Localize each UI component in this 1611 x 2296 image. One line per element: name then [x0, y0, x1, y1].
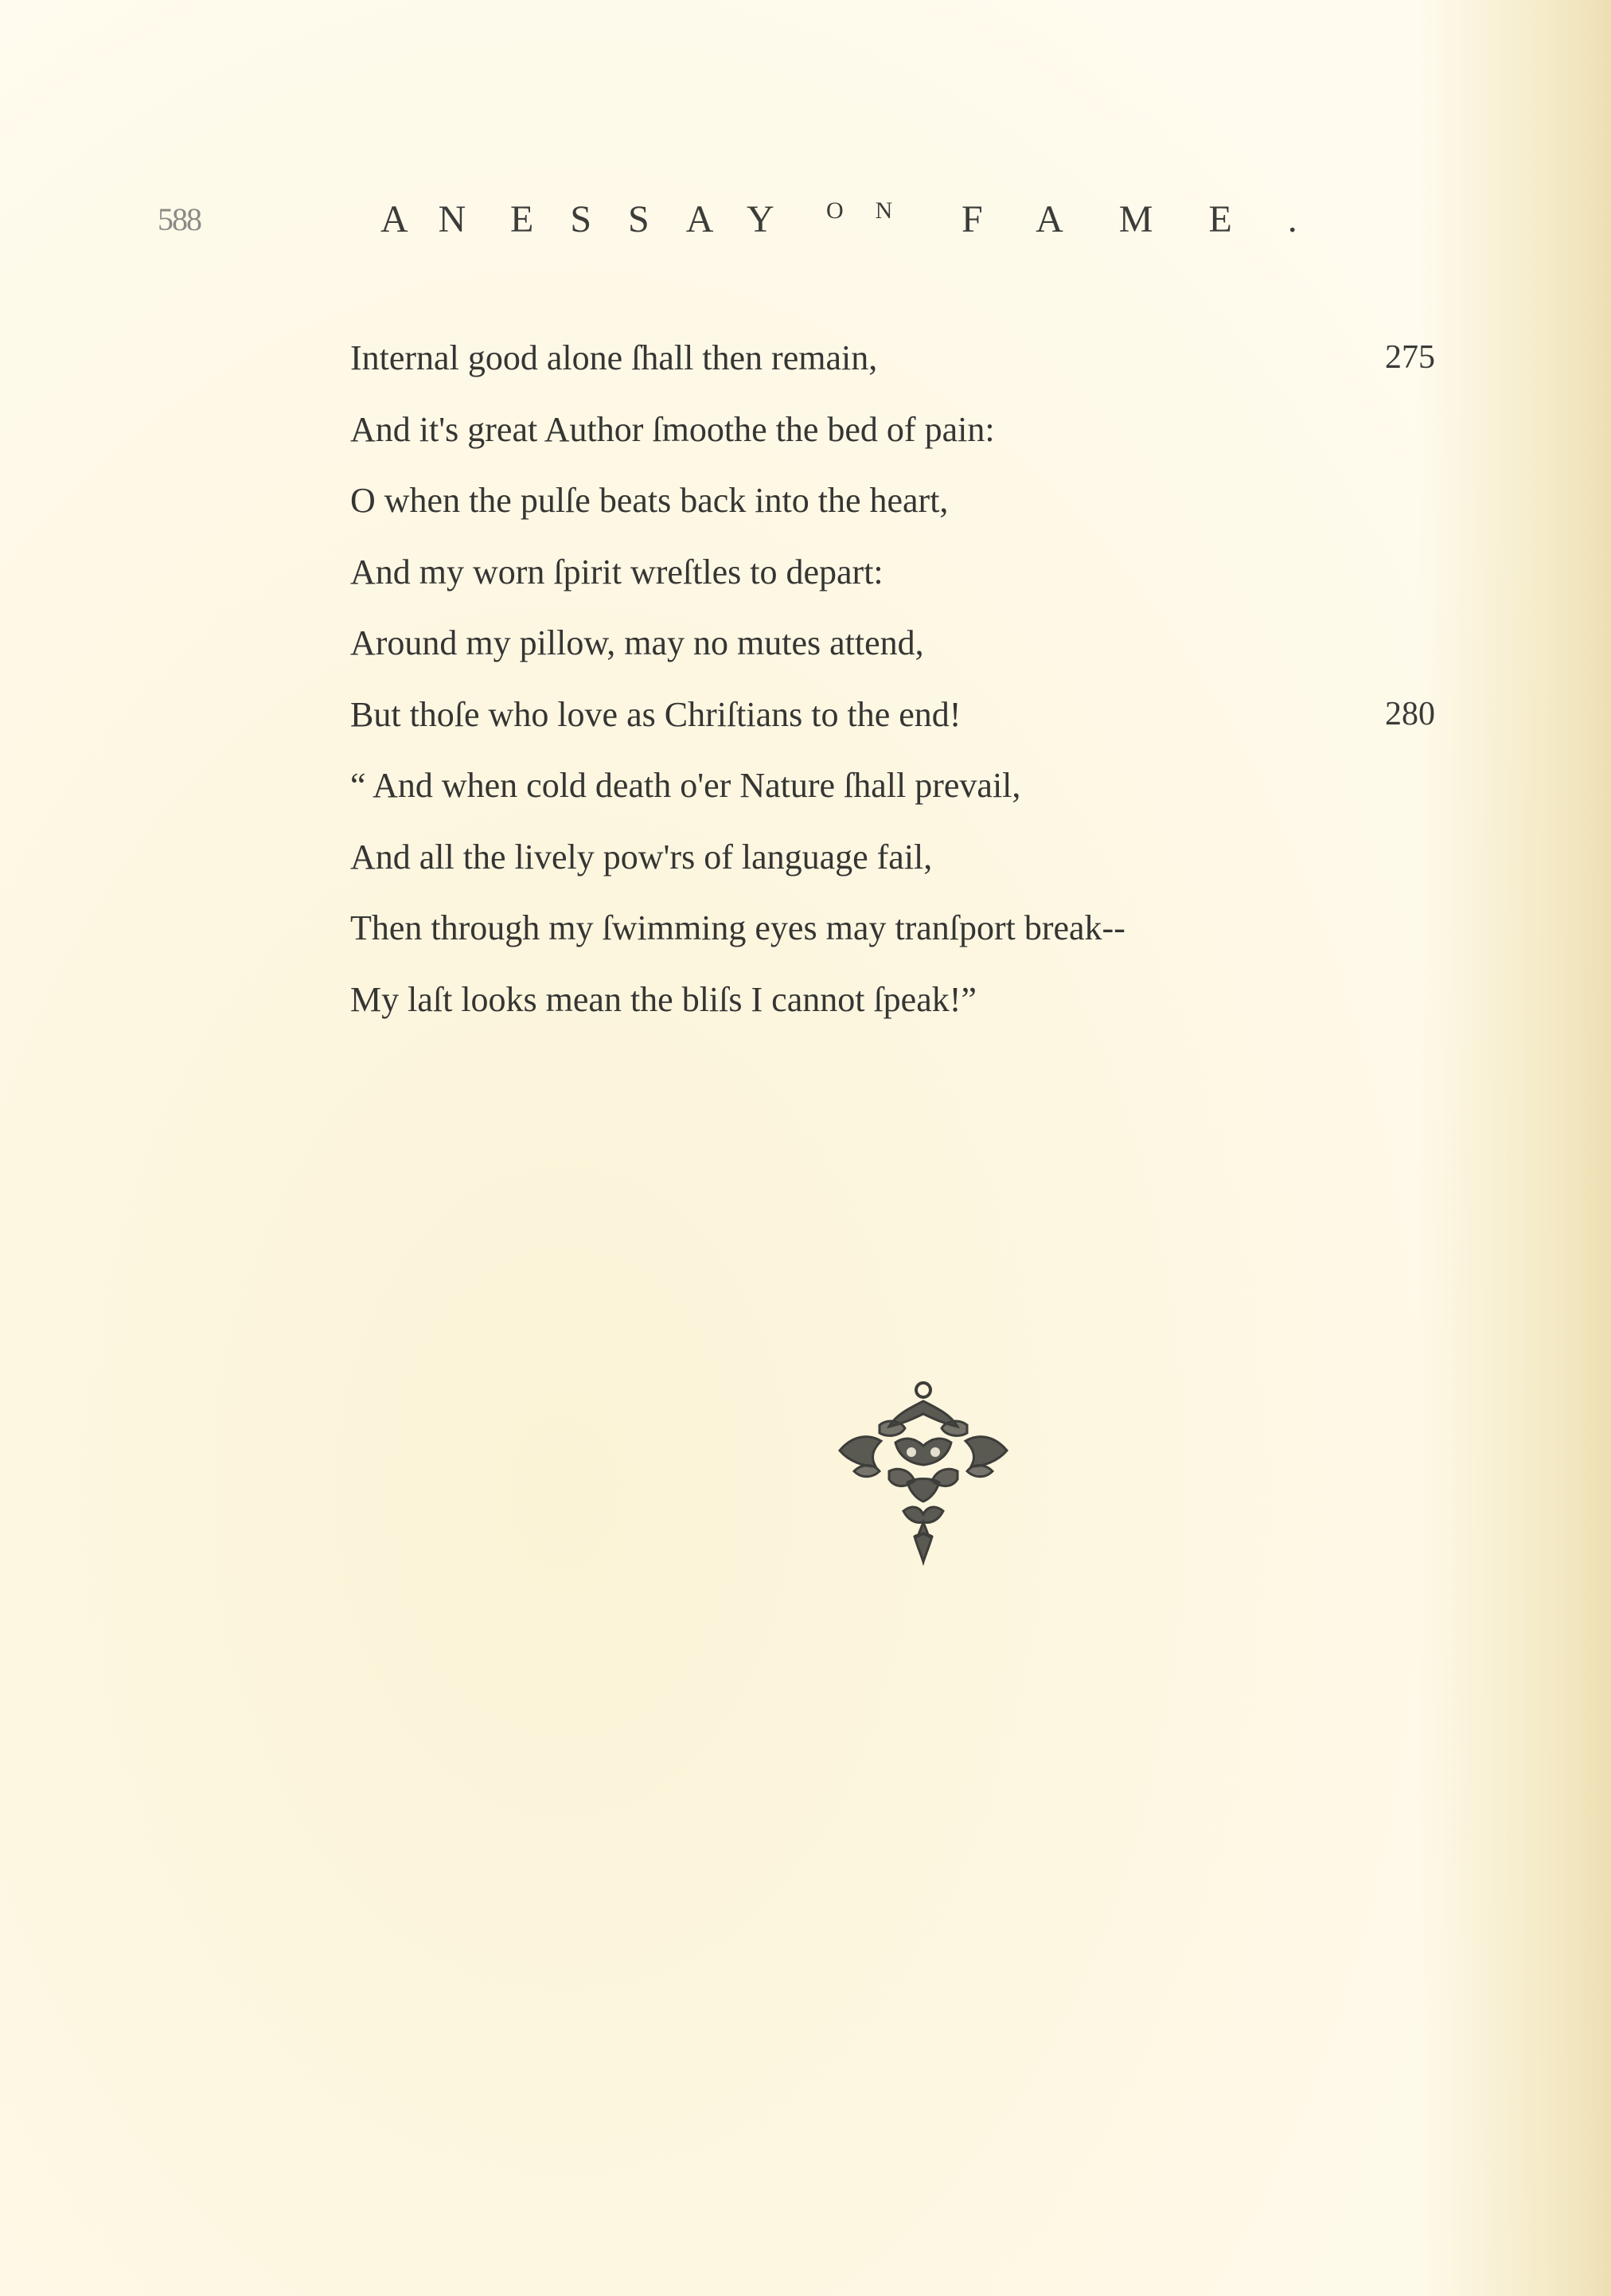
running-head-word-an: [380, 197, 496, 241]
line-number: 275: [1385, 339, 1435, 376]
poem-body: [350, 322, 1480, 1035]
poem-line: [350, 964, 1480, 1036]
poem-line-text: And all the lively pow'rs of language fail,: [350, 837, 933, 877]
running-head-word-essay: ESSAY: [510, 198, 811, 240]
running-head-word-an-text: AN: [380, 198, 497, 240]
running-head-word-on: ON: [826, 197, 925, 224]
page-number: 588: [158, 201, 201, 237]
poem-line-text: But thoſe who love as Chriſtians to the end!: [350, 694, 962, 734]
poem-line-text: And my worn ſpirit wreſtles to depart:: [350, 552, 884, 592]
poem-line-text: And it's great Author ſmoothe the bed of pain:: [350, 409, 995, 449]
poem-line-text: Then through my ſwimming eyes may tranſport break--: [350, 908, 1125, 947]
poem-line: [350, 537, 1480, 608]
fleuron-ornament-icon: [832, 1377, 1015, 1572]
poem-line-text: My laſt looks mean the bliſs I cannot ſpeak!”: [350, 979, 977, 1019]
fleuron-ornament-svg: [832, 1377, 1015, 1572]
poem-line: [350, 679, 1480, 751]
poem-line: [350, 607, 1480, 679]
poem-line: [350, 465, 1480, 537]
poem-line: [350, 750, 1480, 822]
line-number: 280: [1385, 695, 1435, 732]
poem-line: [350, 892, 1480, 964]
poem-line-text: O when the pulſe beats back into the heart,: [350, 481, 949, 520]
poem-line-text: Around my pillow, may no mutes attend,: [350, 623, 924, 662]
poem-line-text: Internal good alone ſhall then remain,: [350, 338, 878, 377]
poem-line: [350, 322, 1480, 394]
poem-line: [350, 822, 1480, 893]
poem-line-text: “ And when cold death o'er Nature ſhall prevail,: [350, 766, 1021, 805]
poem-line: [350, 394, 1480, 466]
running-head-word-fame: FAME.: [962, 198, 1353, 240]
